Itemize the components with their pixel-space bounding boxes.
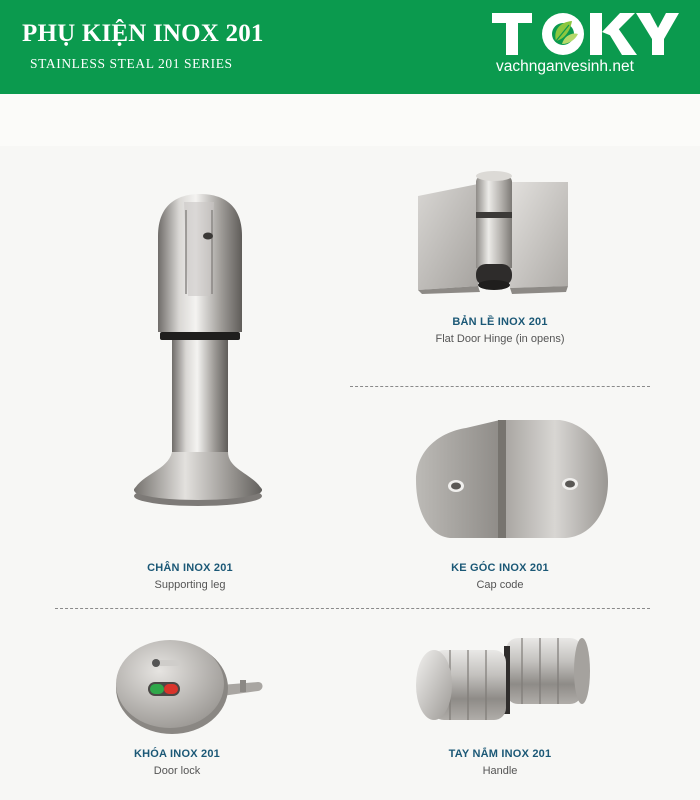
divider-right-top [350,386,650,387]
product-name: BẢN LỀ INOX 201 [452,316,548,328]
product-caption-leg [90,562,290,591]
product-desc: Handle [482,765,518,777]
website-url: vachnganvesinh.net [496,58,634,75]
product-name: TAY NẮM INOX 201 [448,748,552,760]
page-title: PHỤ KIỆN INOX 201 [22,20,264,47]
product-caption-handle [400,748,600,777]
product-caption-lock [77,748,277,777]
corner-bracket-icon [410,410,610,545]
product-desc: Cap code [476,579,524,591]
product-name: KE GÓC INOX 201 [451,562,549,574]
product-caption-bracket [400,562,600,591]
product-caption-hinge [400,316,600,345]
handle-icon [410,632,590,742]
product-desc: Supporting leg [154,579,226,591]
logo-text: TOKY [490,8,493,9]
door-lock-icon [112,628,267,738]
divider-bottom [55,608,650,609]
product-name: CHÂN INOX 201 [147,562,233,574]
product-desc: Flat Door Hinge (in opens) [435,333,565,345]
product-desc: Door lock [153,765,201,777]
page-subtitle: STAINLESS STEAL 201 SERIES [30,56,233,71]
toky-logo [490,8,680,58]
product-name: KHÓA INOX 201 [134,748,220,760]
supporting-leg-icon [128,190,268,520]
hinge-icon [410,168,575,298]
header-banner [0,0,700,94]
